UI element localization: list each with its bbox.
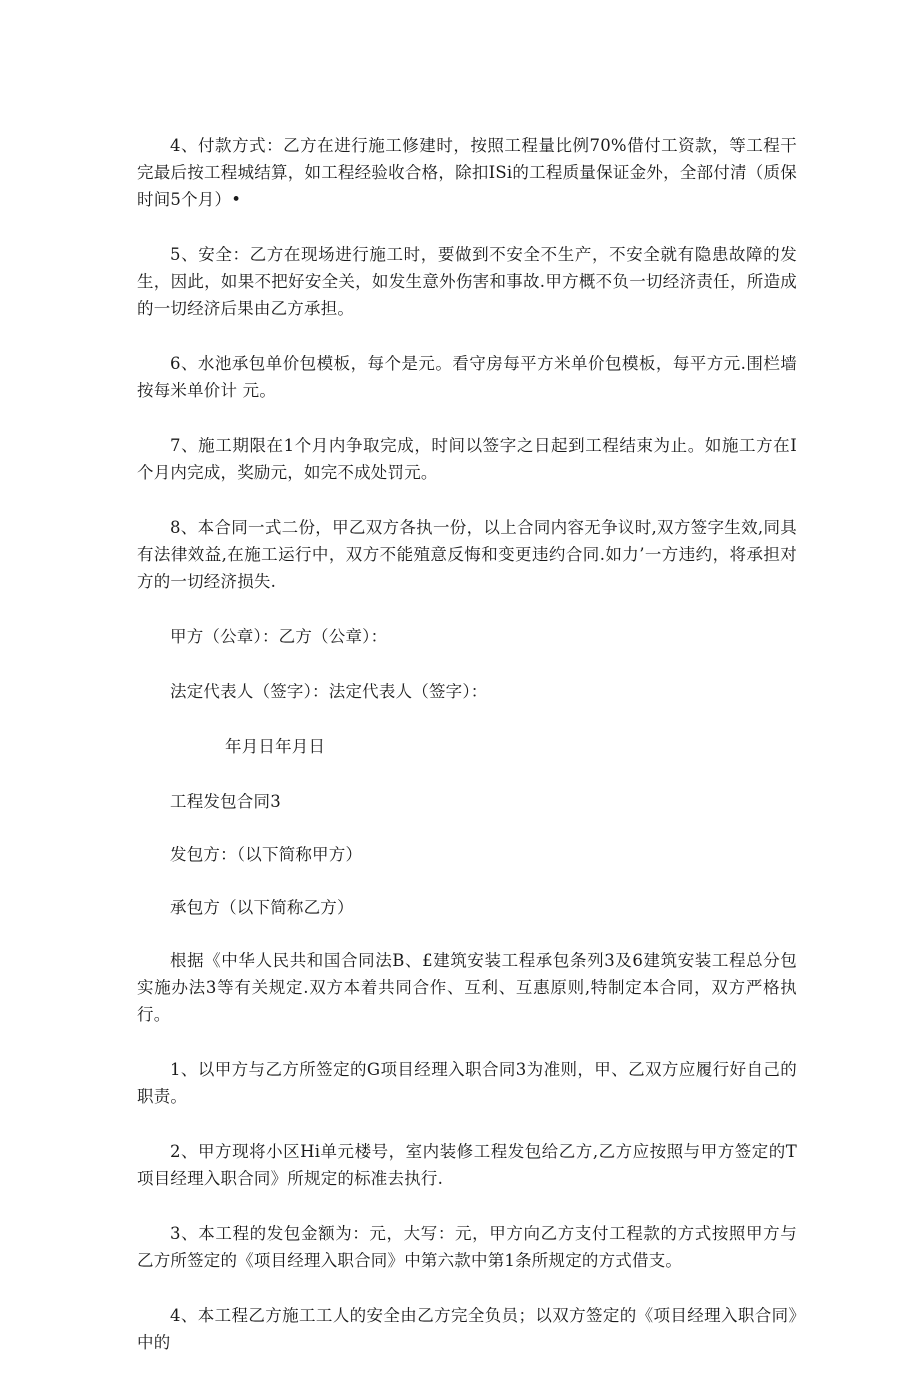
contract-basis: 根据《中华人民共和国合同法B、£建筑安装工程承包条列3及6建筑安装工程总分包实施办法3等有关规定.双方本着共同合作、互利、互惠原则,特制定本合同，双方严格执行。 bbox=[137, 951, 797, 1024]
clause-unit-price: 6、水池承包单价包模板，每个是元。看守房每平方米单价包模板，每平方元.围栏墙按每米单价计 元。 bbox=[137, 354, 797, 400]
signature-seals: 甲方（公章）：乙方（公章）： bbox=[170, 627, 388, 646]
document-body bbox=[137, 132, 797, 1384]
clause-copies: 8、本合同一式二份，甲乙双方各执一份，以上合同内容无争议时,双方签字生效,同具有法律效益,在施工运行中，双方不能殖意反悔和变更违约合同.如力’一方违约，将承担对方的一切经济损失. bbox=[137, 518, 797, 591]
signature-dates: 年月日年月日 bbox=[225, 737, 326, 756]
clause-3: 3、本工程的发包金额为：元，大写：元，甲方向乙方支付工程款的方式按照甲方与乙方所签定的《项目经理入职合同》中第六款中第1条所规定的方式借支。 bbox=[137, 1224, 797, 1270]
clause-payment: 4、付款方式：乙方在进行施工修建时，按照工程量比例70%借付工资款，等工程干完最后按工程城结算，如工程经验收合格，除扣ISi的工程质量保证金外，全部付清（质保时间5个月）• bbox=[137, 136, 797, 209]
signature-representatives: 法定代表人（签字）：法定代表人（签字）： bbox=[170, 682, 488, 701]
clause-1: 1、以甲方与乙方所签定的G项目经理入职合同3为准则，甲、乙双方应履行好自己的职责。 bbox=[137, 1060, 797, 1106]
clause-2: 2、甲方现将小区Hi单元楼号，室内装修工程发包给乙方,乙方应按照与甲方签定的T项目经理入职合同》所规定的标准去执行. bbox=[137, 1142, 797, 1188]
clause-schedule: 7、施工期限在1个月内争取完成，时间以签字之日起到工程结束为止。如施工方在I个月内完成，奖励元，如完不成处罚元。 bbox=[137, 436, 797, 482]
party-contractor-issuer: 发包方：（以下简称甲方） bbox=[170, 845, 363, 864]
contract-title: 工程发包合同3 bbox=[170, 792, 281, 811]
party-contractor-receiver: 承包方（以下简称乙方） bbox=[170, 898, 354, 917]
clause-safety: 5、安全：乙方在现场进行施工时，要做到不安全不生产，不安全就有隐患故障的发生，因此，如果不把好安全关，如发生意外伤害和事故.甲方概不负一切经济责任，所造成的一切经济后果由乙方承担。 bbox=[137, 245, 797, 318]
clause-4: 4、本工程乙方施工工人的安全由乙方完全负员；以双方签定的《项目经理入职合同》中的 bbox=[137, 1306, 797, 1352]
